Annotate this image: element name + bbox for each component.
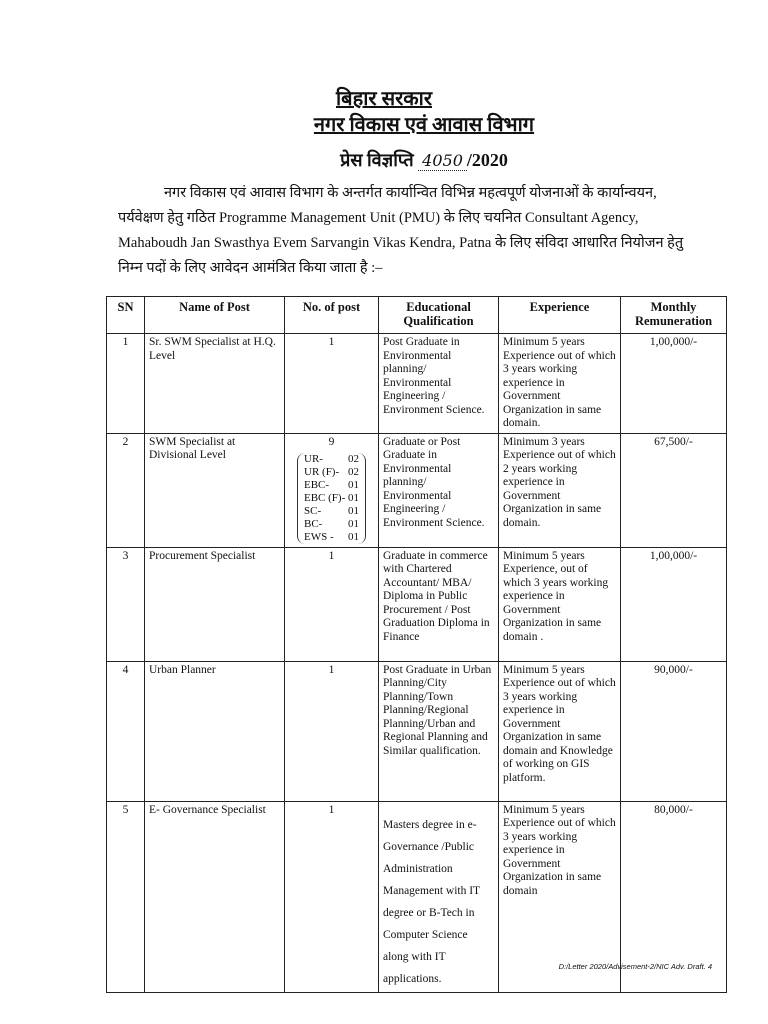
cell-qualification xyxy=(379,801,499,992)
reservation-item xyxy=(304,479,359,492)
cell-count: 1 xyxy=(285,547,379,661)
reservation-item xyxy=(304,466,359,479)
cell-remuneration: 80,000/- xyxy=(621,801,727,992)
cell-qualification-text: Masters degree in e-Governance /Public Administration Management with IT degree or B-Tech in Computer Science along with IT applications. xyxy=(383,818,480,985)
cell-post: Urban Planner xyxy=(145,661,285,801)
cell-post: SWM Specialist at Divisional Level xyxy=(145,433,285,547)
cell-experience: Minimum 5 years Experience out of which 3 years working experience in Government Organization in same domain xyxy=(499,801,621,992)
reservation-category: UR (F)- xyxy=(304,466,340,478)
cell-post: Procurement Specialist xyxy=(145,547,285,661)
cell-count: 1 xyxy=(285,661,379,801)
cell-experience: Minimum 5 years Experience out of which 3 years working experience in Government Organization in same domain. xyxy=(499,334,621,434)
reservation-count: 01 xyxy=(348,505,359,517)
cell-qualification: Graduate or Post Graduate in Environmental planning/ Environmental Engineering / Environment Science. xyxy=(379,433,499,547)
header-qualification: Educational Qualification xyxy=(379,297,499,334)
intro-line: Mahaboudh Jan Swasthya Evem Sarvangin Vikas Kendra, Patna के लिए संविदा आधारित नियोजन हेतु xyxy=(118,235,684,251)
cell-experience: Minimum 5 years Experience out of which 3 years working experience in Government Organization in same domain and Knowledge of working on GIS platform. xyxy=(499,661,621,801)
cell-post: Sr. SWM Specialist at H.Q. Level xyxy=(145,334,285,434)
header-sn: SN xyxy=(107,297,145,334)
reservation-item xyxy=(304,505,359,518)
header-experience: Experience xyxy=(499,297,621,334)
reservation-category: BC- xyxy=(304,518,323,530)
department-title-text: नगर विकास एवं आवास विभाग xyxy=(313,114,535,136)
reservation-category: SC- xyxy=(304,505,322,517)
cell-sn: 5 xyxy=(107,801,145,992)
intro-line: नगर विकास एवं आवास विभाग के अन्तर्गत कार्यान्वित विभिन्न महत्वपूर्ण योजनाओं के कार्यान्वयन, xyxy=(164,185,657,201)
press-release-year: /2020 xyxy=(466,150,508,170)
press-release-number: 4050 xyxy=(418,151,467,171)
file-reference: D:/Letter 2020/Advisement-2/NIC Adv. Draft. 4 xyxy=(558,962,712,971)
cell-sn: 2 xyxy=(107,433,145,547)
header-remuneration: Monthly Remuneration xyxy=(621,297,727,334)
cell-sn: 4 xyxy=(107,661,145,801)
header-post-name: Name of Post xyxy=(145,297,285,334)
government-title-text: बिहार सरकार xyxy=(336,88,432,110)
reservation-count: 02 xyxy=(348,466,359,478)
press-release-label: प्रेस विज्ञप्ति xyxy=(340,150,414,170)
reservation-count: 01 xyxy=(348,492,359,504)
reservation-count: 01 xyxy=(348,479,359,491)
reservation-count: 01 xyxy=(348,531,359,543)
cell-sn: 1 xyxy=(107,334,145,434)
cell-count xyxy=(285,433,379,547)
reservation-item xyxy=(304,531,359,544)
reservation-item xyxy=(304,518,359,531)
cell-remuneration: 1,00,000/- xyxy=(621,334,727,434)
cell-remuneration: 1,00,000/- xyxy=(621,547,727,661)
intro-paragraph xyxy=(118,181,722,281)
reservation-breakdown xyxy=(297,453,366,544)
table-row xyxy=(107,661,727,801)
reservation-category: UR- xyxy=(304,453,323,465)
table-header-row xyxy=(107,297,727,334)
reservation-category: EWS - xyxy=(304,531,334,543)
cell-experience: Minimum 3 years Experience out of which 2 years working experience in Government Organization in same domain. xyxy=(499,433,621,547)
table-row xyxy=(107,547,727,661)
cell-experience: Minimum 5 years Experience, out of which 3 years working experience in Government Organization in same domain . xyxy=(499,547,621,661)
table-row xyxy=(107,334,727,434)
cell-remuneration: 90,000/- xyxy=(621,661,727,801)
table-row xyxy=(107,433,727,547)
reservation-item xyxy=(304,453,359,466)
cell-sn: 3 xyxy=(107,547,145,661)
cell-qualification: Post Graduate in Urban Planning/City Planning/Town Planning/Regional Planning/Urban and Regional Planning and Similar qualification. xyxy=(379,661,499,801)
reservation-item xyxy=(304,492,359,505)
cell-count: 1 xyxy=(285,801,379,992)
reservation-count: 01 xyxy=(348,518,359,530)
reservation-category: EBC- xyxy=(304,479,330,491)
cell-qualification: Graduate in commerce with Chartered Accountant/ MBA/ Diploma in Public Procurement / Post Graduation Diploma in Finance xyxy=(379,547,499,661)
cell-count-value: 9 xyxy=(328,435,335,448)
header-post-count: No. of post xyxy=(285,297,379,334)
government-title xyxy=(0,84,768,111)
intro-line: निम्न पदों के लिए आवेदन आमंत्रित किया जाता है :– xyxy=(118,260,383,276)
posts-table xyxy=(106,296,727,993)
reservation-category: EBC (F)- xyxy=(304,492,346,504)
reservation-count: 02 xyxy=(348,453,359,465)
press-release-line xyxy=(40,148,768,172)
department-title xyxy=(40,110,768,137)
cell-qualification: Post Graduate in Environmental planning/ Environmental Engineering / Environment Science. xyxy=(379,334,499,434)
cell-count: 1 xyxy=(285,334,379,434)
cell-remuneration: 67,500/- xyxy=(621,433,727,547)
cell-post: E- Governance Specialist xyxy=(145,801,285,992)
intro-line: पर्यवेक्षण हेतु गठित Programme Management Unit (PMU) के लिए चयनित Consultant Agency, xyxy=(118,210,639,226)
